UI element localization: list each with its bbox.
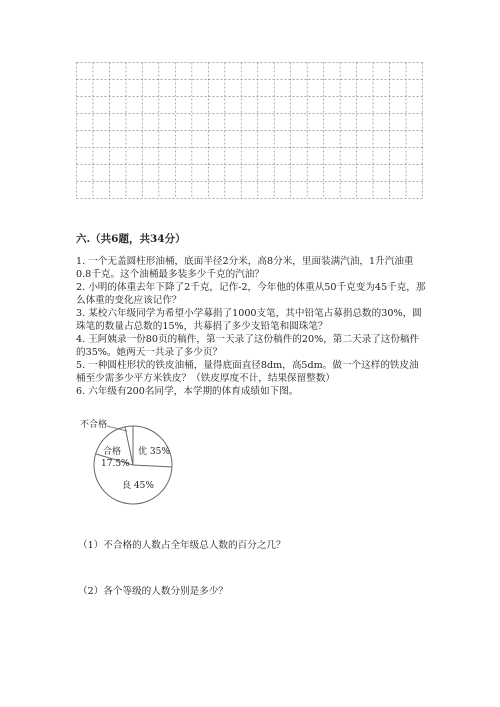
problem-6: 6. 六年级有200名同学，本学期的体育成绩如下图。 (76, 386, 299, 397)
label-excellent: 优 35% (138, 447, 170, 457)
answer-grid (76, 62, 423, 199)
label-fail: 不合格 (80, 420, 108, 430)
label-good: 良 45% (122, 481, 154, 491)
problem-3: 3. 某校六年级同学为希望小学募捐了1000支笔，其中铅笔占募捐总数的30%，圆珠笔的数量占总数的15%，共募捐了多少支铅笔和圆珠笔？ (76, 308, 422, 332)
problem-1: 1. 一个无盖圆柱形油桶，底面半径2分米，高8分米，里面装满汽油，1升汽油重0.8千克。这个油桶最多装多少千克的汽油？ (76, 256, 414, 280)
grade-pie-chart (70, 414, 185, 509)
sub-question-2: （2）各个等级的人数分别是多少？ (78, 586, 229, 597)
problem-5: 5. 一种圆柱形状的铁皮油桶，量得底面直径8dm，高5dm。做一个这样的铁皮油桶至少需多少平方米铁皮？（铁皮厚度不计，结果保留整数） (76, 360, 419, 384)
problem-4: 4. 王阿姨录一份80页的稿件，第一天录了这份稿件的20%，第二天录了这份稿件的35%。她两天一共录了多少页？ (76, 334, 420, 358)
section-title: 六.（共6题，共34分） (76, 233, 186, 245)
problem-2: 2. 小明的体重去年下降了2千克，记作-2，今年他的体重从50千克变为45千克，那么体重的变化应该记作？ (76, 282, 426, 306)
sub-question-1: （1）不合格的人数占全年级总人数的百分之几？ (78, 540, 286, 551)
label-pass-percent: 17.5% (101, 459, 130, 469)
problem-list (76, 255, 426, 398)
label-pass: 合格 (103, 447, 122, 457)
